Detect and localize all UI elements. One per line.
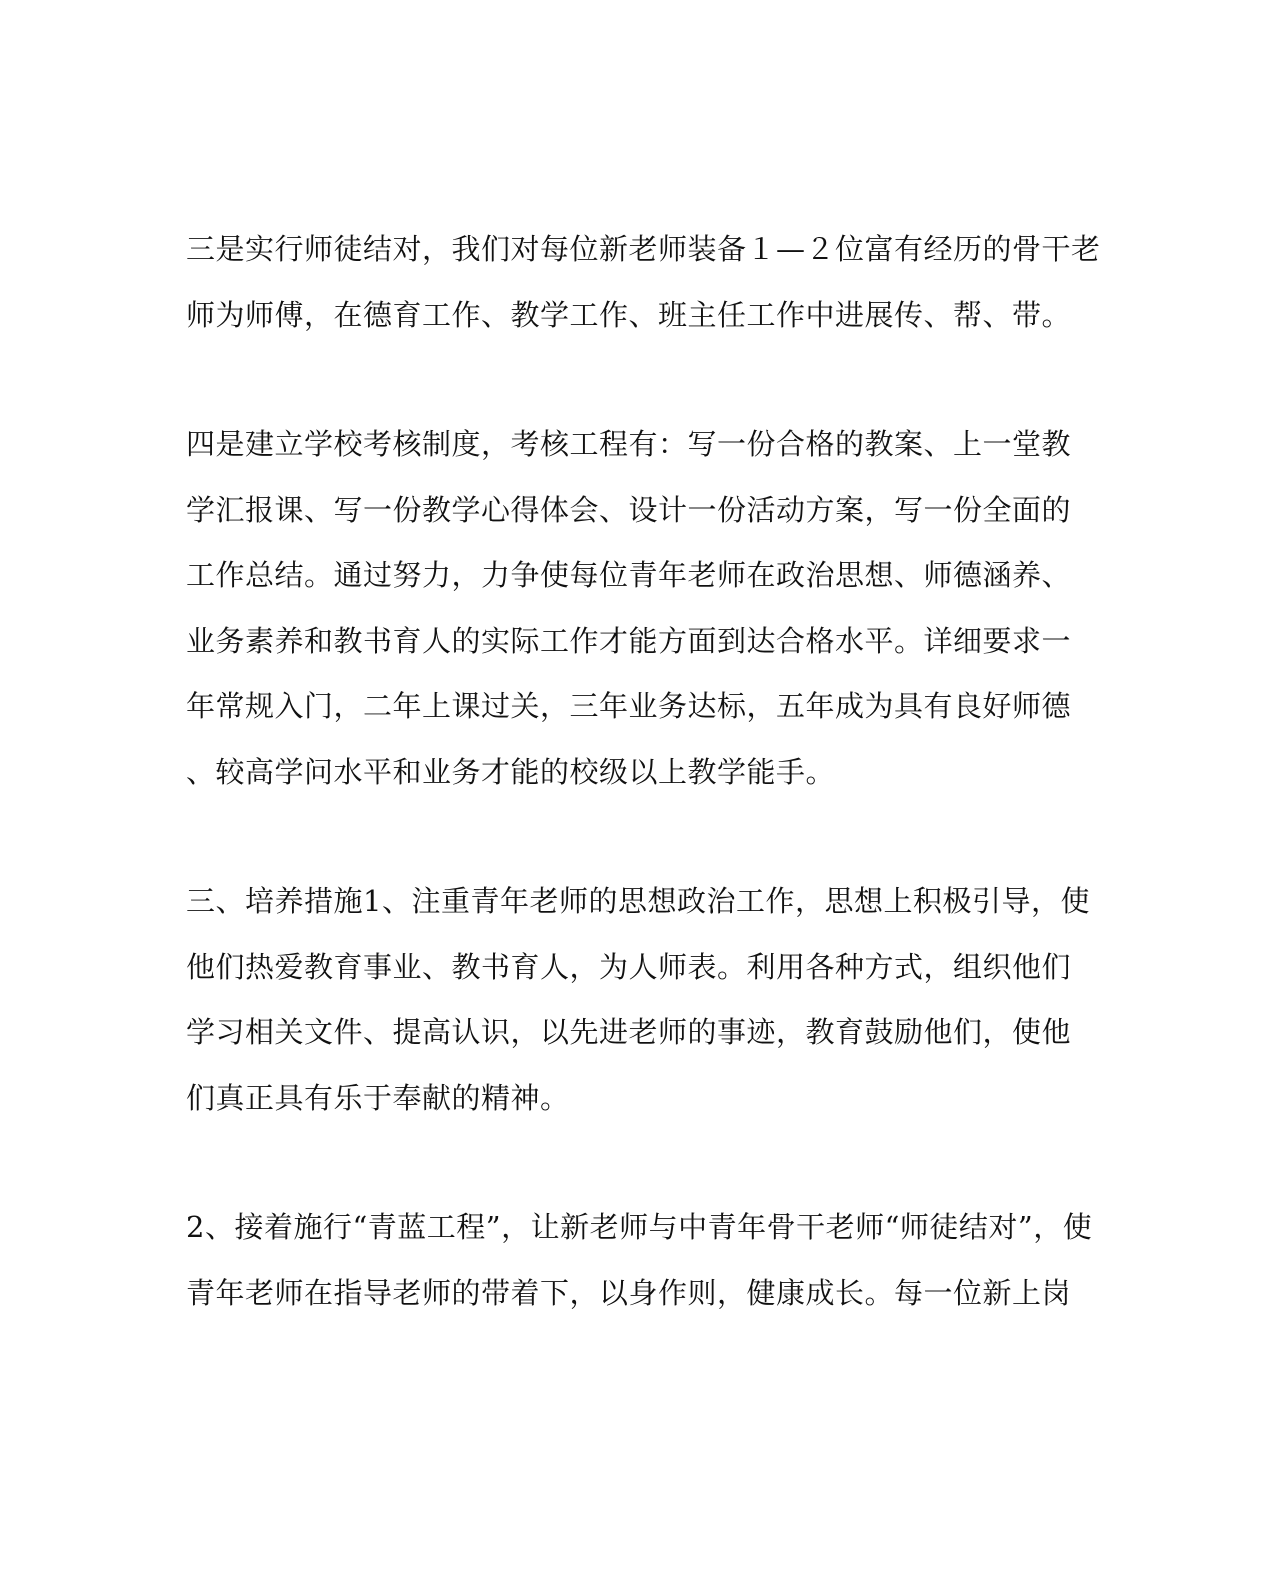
- paragraph-assessment: [186, 412, 1072, 805]
- text-line: 们真正具有乐于奉献的精神。: [186, 1080, 570, 1115]
- text-line: 年常规入门，二年上课过关，三年业务达标，五年成为具有良好师德: [186, 689, 1072, 723]
- text-line: 三、培养措施1、注重青年老师的思想政治工作，思想上积极引导，使: [186, 884, 1090, 918]
- paragraph-training-measures: [186, 869, 1090, 1131]
- text-line: 师为师傅，在德育工作、教学工作、班主任工作中进展传、帮、带。: [186, 297, 1072, 332]
- text-line: 学习相关文件、提高认识，以先进老师的事迹，教育鼓励他们，使他: [186, 1015, 1072, 1049]
- paragraph-qinglan-project: [186, 1195, 1093, 1326]
- text-line: 学汇报课、写一份教学心得体会、设计一份活动方案，写一份全面的: [186, 492, 1072, 527]
- text-line: 四是建立学校考核制度，考核工程有：写一份合格的教案、上一堂教: [186, 427, 1072, 461]
- text-line: 工作总结。通过努力，力争使每位青年老师在政治思想、师德涵养、: [186, 558, 1072, 592]
- text-line: 2、接着施行“青蓝工程”，让新老师与中青年骨干老师“师徒结对”，使: [186, 1210, 1093, 1244]
- text-line: 、较高学问水平和业务才能的校级以上教学能手。: [186, 754, 836, 789]
- text-line: 业务素养和教书育人的实际工作才能方面到达合格水平。详细要求一: [186, 623, 1072, 658]
- text-line: 他们热爱教育事业、教书育人，为人师表。利用各种方式，组织他们: [186, 949, 1072, 984]
- text-line: 青年老师在指导老师的带着下，以身作则，健康成长。每一位新上岗: [186, 1275, 1072, 1310]
- text-line: 三是实行师徒结对，我们对每位新老师装备１—２位富有经历的骨干老: [186, 232, 1101, 266]
- paragraph-mentorship: [186, 217, 1101, 348]
- document-body: [186, 217, 1101, 1390]
